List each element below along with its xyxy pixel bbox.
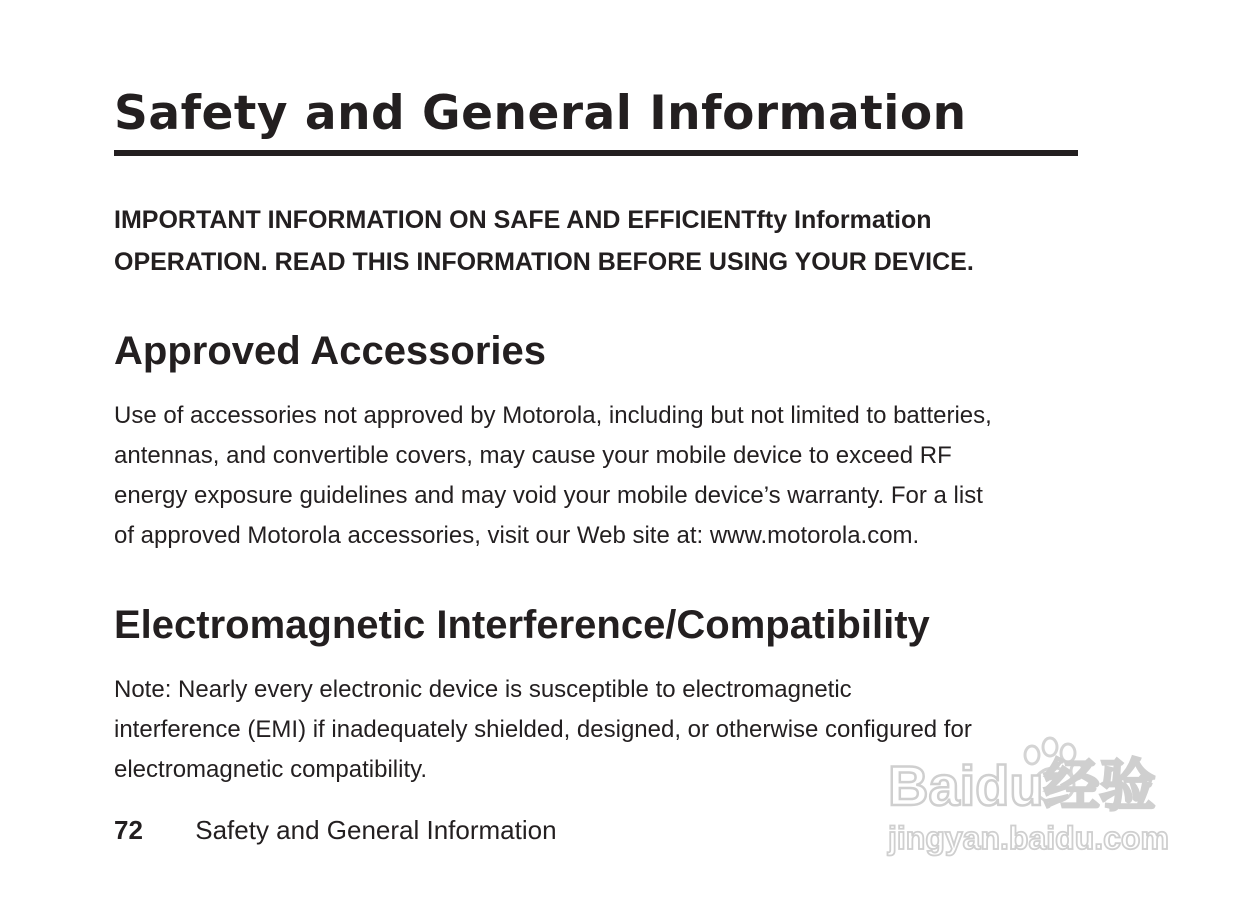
body-line: Note: Nearly every electronic device is susceptible to electromagnetic: [114, 676, 852, 703]
section-heading-approved-accessories: Approved Accessories: [114, 329, 547, 373]
footer-section-name: Safety and General Information: [195, 815, 557, 845]
body-line: interference (EMI) if inadequately shielded, designed, or otherwise configured for: [114, 716, 972, 743]
important-notice-line: OPERATION. READ THIS INFORMATION BEFORE USING YOUR DEVICE.: [114, 248, 974, 276]
page-title: Safety and General Information: [114, 86, 967, 141]
section-body-approved-accessories: [114, 396, 992, 556]
watermark-brand: Baidu经验: [888, 754, 1156, 817]
body-line: energy exposure guidelines and may void your mobile device’s warranty. For a list: [114, 482, 983, 509]
watermark-url: jingyan.baidu.com: [888, 820, 1169, 856]
important-notice-line: IMPORTANT INFORMATION ON SAFE AND EFFICIENTfty Information: [114, 206, 932, 234]
title-divider: [114, 150, 1078, 156]
body-line: Use of accessories not approved by Motorola, including but not limited to batteries,: [114, 402, 992, 429]
page-footer: [114, 813, 557, 847]
section-heading-emi: Electromagnetic Interference/Compatibility: [114, 603, 930, 647]
body-line: of approved Motorola accessories, visit our Web site at: www.motorola.com.: [114, 522, 920, 549]
body-line: antennas, and convertible covers, may cause your mobile device to exceed RF: [114, 442, 952, 469]
section-body-emi: [114, 670, 972, 790]
important-notice: [114, 199, 974, 283]
page-number: 72: [114, 815, 143, 845]
body-line: electromagnetic compatibility.: [114, 756, 428, 783]
baidu-watermark-logo: [884, 725, 1184, 865]
